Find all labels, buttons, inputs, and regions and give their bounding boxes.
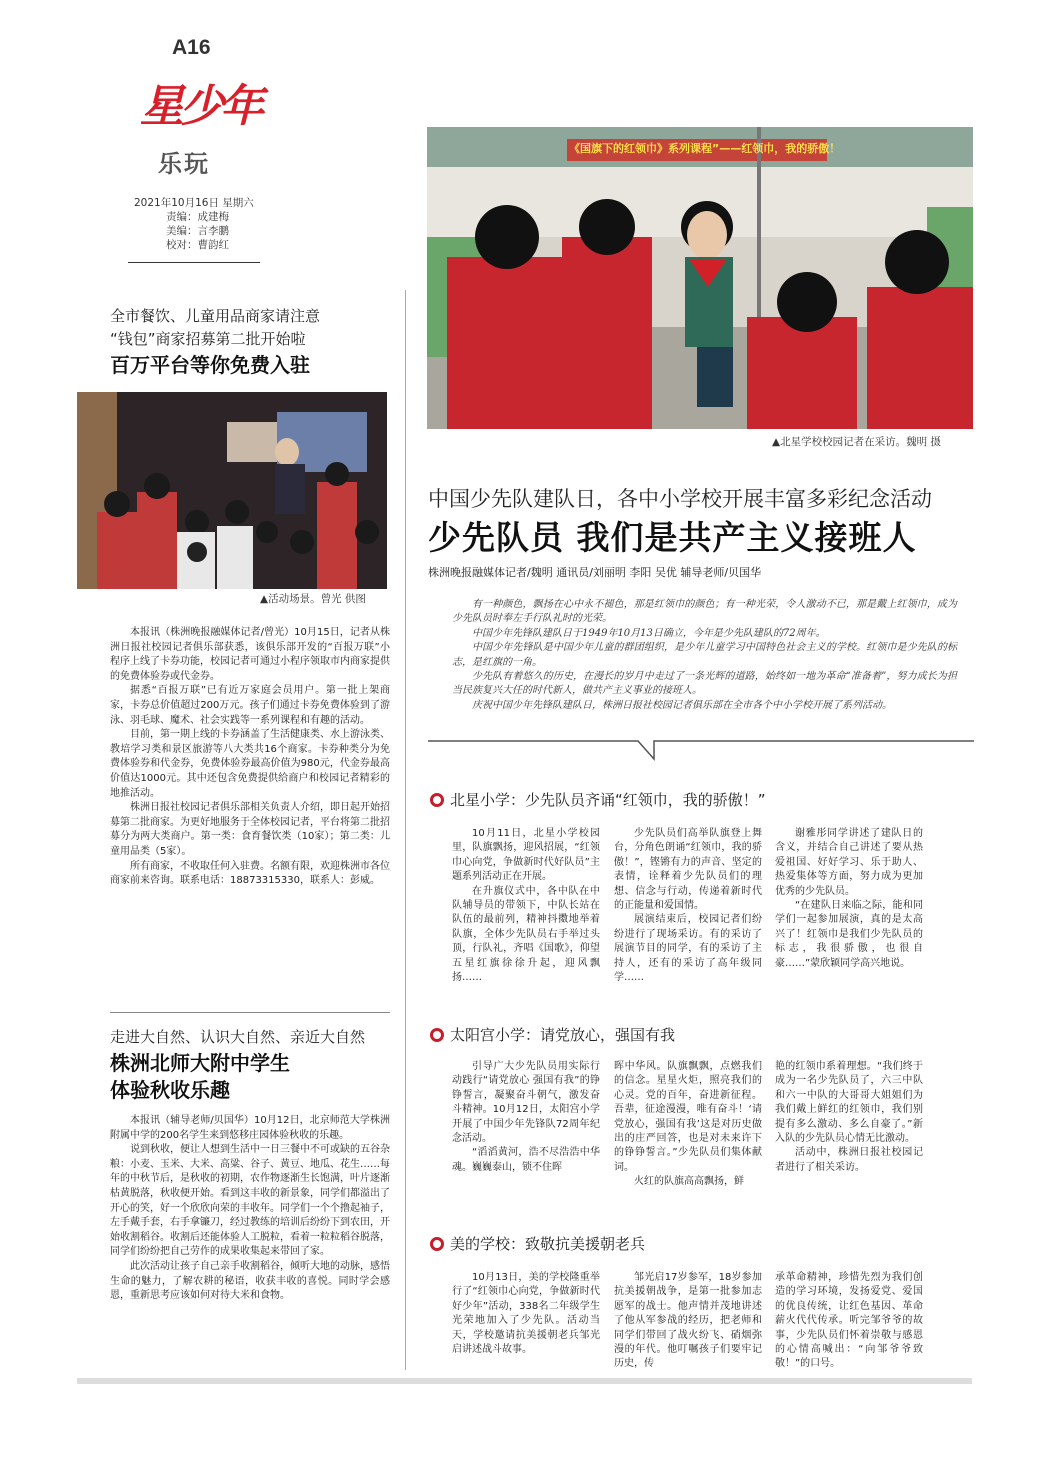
section-paragraph: 谢雅彤同学讲述了建队日的含义，并结合自己讲述了要从热爱祖国、好好学习、乐于助人、热爱集体等方面，努力成为更加优秀的少先队员。 [775,828,923,897]
story1-kicker1: 全市餐饮、儿童用品商家请注意 [110,307,321,325]
section-paragraph: 在升旗仪式中，各中队在中队辅导员的带领下，中队长站在队伍的最前列，精神抖擞地举着队旗，全体少先队员右手举过头顶，行队礼，齐唱《国歌》，仰望五星红旗徐徐升起，迎风飘扬…… [452,885,600,984]
page-number: A16 [172,36,211,59]
intro-paragraph: 中国少年先锋队是中国少年儿童的群团组织，是少年儿童学习中国特色社会主义的学校。红领巾是少先队的标志，是红旗的一角。 [452,642,957,668]
section-paragraph: 艳的红领巾系着理想。“我们终于成为一名少先队员了，六三中队和六一中队的大哥哥大姐姐们为我们戴上鲜红的红领巾，我们别提有多么激动、多么自豪了。”新入队的少先队员心情无比激动。 [775,1061,923,1145]
section-paragraph: 活动中，株洲日报社校园记者进行了相关采访。 [775,1147,923,1173]
section-taiyanggong-head [430,1024,675,1045]
bullet-circle-icon [430,1237,444,1251]
section-paragraph: 展演结束后，校园记者们纷纷进行了现场采访。有的采访了展演节目的同学，有的采访了主持人，还有的采访了高年级同学…… [614,914,762,984]
story1-body [110,626,390,889]
section-beixing-col2 [614,827,762,985]
section-taiyanggong-col1 [452,1060,600,1175]
story2-paragraph: 本报讯（辅导老师/贝国华）10月12日，北京师范大学株洲附属中学的200名学生来到悠移庄园体验秋收的乐趣。 [110,1115,390,1141]
section-paragraph: 承革命精神，珍惜先烈为我们创造的学习环境，发扬爱党、爱国的优良传统，让红色基因、革命薪火代代传承。听完邹爷爷的故事，少先队员们怀着崇敬与感恩的心情高喊出：“向邹爷爷致敬！”的口号。 [775,1272,923,1370]
section-beixing-head [430,789,766,810]
story1-headline: 百万平台等你免费入驻 [110,353,310,377]
story2-body [110,1114,390,1304]
story2-paragraph: 此次活动让孩子自己亲手收割稻谷，倾听大地的动脉，感悟生命的魅力，了解农耕的秘语，收获丰收的喜悦。同时学会感恩，重新思考应该如何对待大米和食物。 [110,1260,390,1302]
section-meide-col1 [452,1271,600,1357]
bullet-circle-icon [430,793,444,807]
section-heading: 北星小学：少先队员齐诵“红领巾，我的骄傲！” [450,791,766,809]
story1-kicker2: “钱包”商家招募第二批开始啦 [110,330,306,348]
banner-text: 《国旗下的红领巾》系列课程”——红领巾，我的骄傲！ [569,142,841,155]
event-photo-caption: ▲活动场景。曾光 供图 [260,593,366,605]
section-paragraph: 10月11日，北星小学校园里，队旗飘扬，迎风招展，“红领巾心向党，争做新时代好队员”主题系列活动正在开展。 [452,828,600,883]
section-paragraph: “滔滔黄河，浩不尽浩浩中华魂。巍巍泰山，锁不住晖 [452,1147,600,1173]
story1-paragraph: 株洲日报社校园记者俱乐部相关负责人介绍，即日起开始招募第二批商家。为更好地服务于全体校园记者，平台将第二批招募分为两大类商户。第一类：食育餐饮类（10家）；第二类：儿童用品类（5家）。 [110,802,390,857]
intro-paragraph: 少先队有着悠久的历史，在漫长的岁月中走过了一条光辉的道路，始终如一地为革命“准备着”，努力成长为担当民族复兴大任的时代新人，做共产主义事业的接班人。 [452,671,957,697]
section-paragraph: 火红的队旗高高飘扬，鲜 [634,1176,744,1188]
section-paragraph: 引导广大少先队员用实际行动践行“请党放心 强国有我”的铮铮誓言，凝聚奋斗朝气，激发奋斗精神。10月12日，太阳宫小学开展了中国少年先锋队72周年纪念活动。 [452,1061,600,1145]
logo: 星少年 [140,81,260,132]
section-meide-col2 [614,1271,762,1372]
story1-paragraph: 本报讯（株洲晚报融媒体记者/曾光）10月15日，记者从株洲日报社校园记者俱乐部获悉，该俱乐部开发的“百报万联”小程序上线了卡券功能，校园记者可通过小程序领取市内商家提供的免费体验券或代金券。 [110,627,390,682]
main-photo-caption: ▲北星学校校园记者在采访。魏明 摄 [772,436,941,448]
section-paragraph: 10月13日，美的学校隆重举行了“红领巾心向党，争做新时代好少年”活动，338名二年级学生光荣地加入了少先队。活动当天，学校邀请抗美援朝老兵邹光启讲述战斗故事。 [452,1272,600,1356]
story1-paragraph: 据悉“百报万联”已有近万家庭会员用户。第一批上架商家，卡券总价值超过200万元。孩子们通过卡券免费体验到了游泳、羽毛球、魔术、社会实践等一系列课程和有趣的活动。 [110,685,390,726]
section-heading: 太阳宫小学：请党放心，强国有我 [450,1026,676,1044]
main-photo [427,127,973,429]
section-paragraph: 邹光启17岁参军，18岁参加抗美援朝战争，是第一批参加志愿军的战士。他声情并茂地讲述了他从军参战的经历，把老师和同学们带回了战火纷飞、硝烟弥漫的年代。他叮嘱孩子们要牢记历史，传 [614,1272,762,1370]
section-heading: 美的学校：致敬抗美援朝老兵 [450,1235,646,1253]
column-divider [405,290,406,1370]
credit-designer: 美编：言李鹏 [166,225,229,237]
intro-box [452,598,957,713]
section-beixing-col1 [452,827,600,985]
story1-paragraph: 目前，第一期上线的卡券涵盖了生活健康类、水上游泳类、教培学习类和景区旅游等八大类共16个商家。卡券种类分为免费体验券和代金券，免费体验券最高价值为980元，代金券最高价值达1000元。其中还包含免费提供给商户和校园记者精彩的地推活动。 [110,729,390,799]
main-byline: 株洲晚报融媒体记者/魏明 通讯员/刘丽明 李阳 吴优 辅导老师/贝国华 [428,566,762,579]
main-title: 少先队员 我们是共产主义接班人 [428,518,917,557]
credit-proofreader: 校对：曹韵红 [166,239,229,251]
section-name: 乐玩 [158,149,210,178]
story1-paragraph: 所有商家，不收取任何入驻费。名额有限，欢迎株洲市各位商家前来咨询。联系电话：18873315330，联系人：彭威。 [110,860,390,887]
intro-paragraph: 有一种颜色，飘扬在心中永不褪色，那是红领巾的颜色；有一种光荣，令人激动不已，那是戴上红领巾，成为少先队员时奉左手行队礼时的光荣。 [452,599,957,625]
section-paragraph: “在建队日来临之际，能和同学们一起参加展演，真的是太高兴了！红领巾是我们少先队员的标志，我很骄傲，也很自豪……”蒙欣颖同学高兴地说。 [775,900,923,969]
issue-date: 2021年10月16日 星期六 [134,197,254,209]
intro-bracket [428,735,974,765]
section-beixing-col3 [775,827,923,971]
bullet-circle-icon [430,1028,444,1042]
header-rule [128,262,260,263]
story2-headline-line1: 株洲北师大附中学生 [110,1051,290,1075]
section-meide-head [430,1233,645,1254]
story2-kicker: 走进大自然、认识大自然、亲近大自然 [110,1028,366,1046]
section-meide-col3 [775,1271,923,1372]
bottom-rule [77,1378,972,1384]
main-subtitle: 中国少先队建队日，各中小学校开展丰富多彩纪念活动 [428,487,932,511]
story2-paragraph: 说到秋收，便让人想到生活中一日三餐中不可或缺的五谷杂粮：小麦、玉米、大米、高粱、谷子、黄豆、地瓜、花生……每年的中秋节后，是秋收的初期，农作物逐渐生长饱满，叶片逐渐枯黄脱落，秋收便开始。看到这丰收的新景象，同学们都溢出了开心的笑，好一个欣欣向荣的丰收年。同学们一个个撸起袖子，左手戴手套，右手拿镰刀，经过教练的培训后纷纷下到农田，开始收割稻谷。收割后还能体验人工脱粒，看着一粒粒稻谷脱落，同学们纷纷把自己劳作的成果收集起来带回了家。 [110,1144,390,1258]
left-divider [110,1012,390,1013]
section-paragraph: 少先队员们高举队旗登上舞台，分角色朗诵“红领巾，我的骄傲！”，铿锵有力的声音、坚定的表情，诠释着少先队员们的理想、信念与行动，传递着新时代的正能量和爱国情。 [614,828,762,912]
event-photo [77,392,387,589]
credit-editor: 责编：成建梅 [166,211,229,223]
section-taiyanggong-col3 [775,1060,923,1175]
story2-headline-line2: 体验秋收乐趣 [110,1078,230,1102]
intro-paragraph: 庆祝中国少年先锋队建队日，株洲日报社校园记者俱乐部在全市各个中小学校开展了系列活动。 [472,699,892,711]
intro-paragraph: 中国少年先锋队建队日于1949年10月13日确立，今年是少先队建队的72周年。 [472,627,826,639]
section-taiyanggong-col2 [614,1060,762,1190]
section-paragraph: 晖中华风。队旗飘飘，点燃我们的信念。星星火炬，照亮我们的心灵。党的百年，奋进新征程。吾辈，征途漫漫，唯有奋斗！‘请党放心，强国有我’这是对历史做出的庄严回答，也是对未来许下的铮铮誓言。”少先队员们集体献词。 [614,1061,762,1173]
